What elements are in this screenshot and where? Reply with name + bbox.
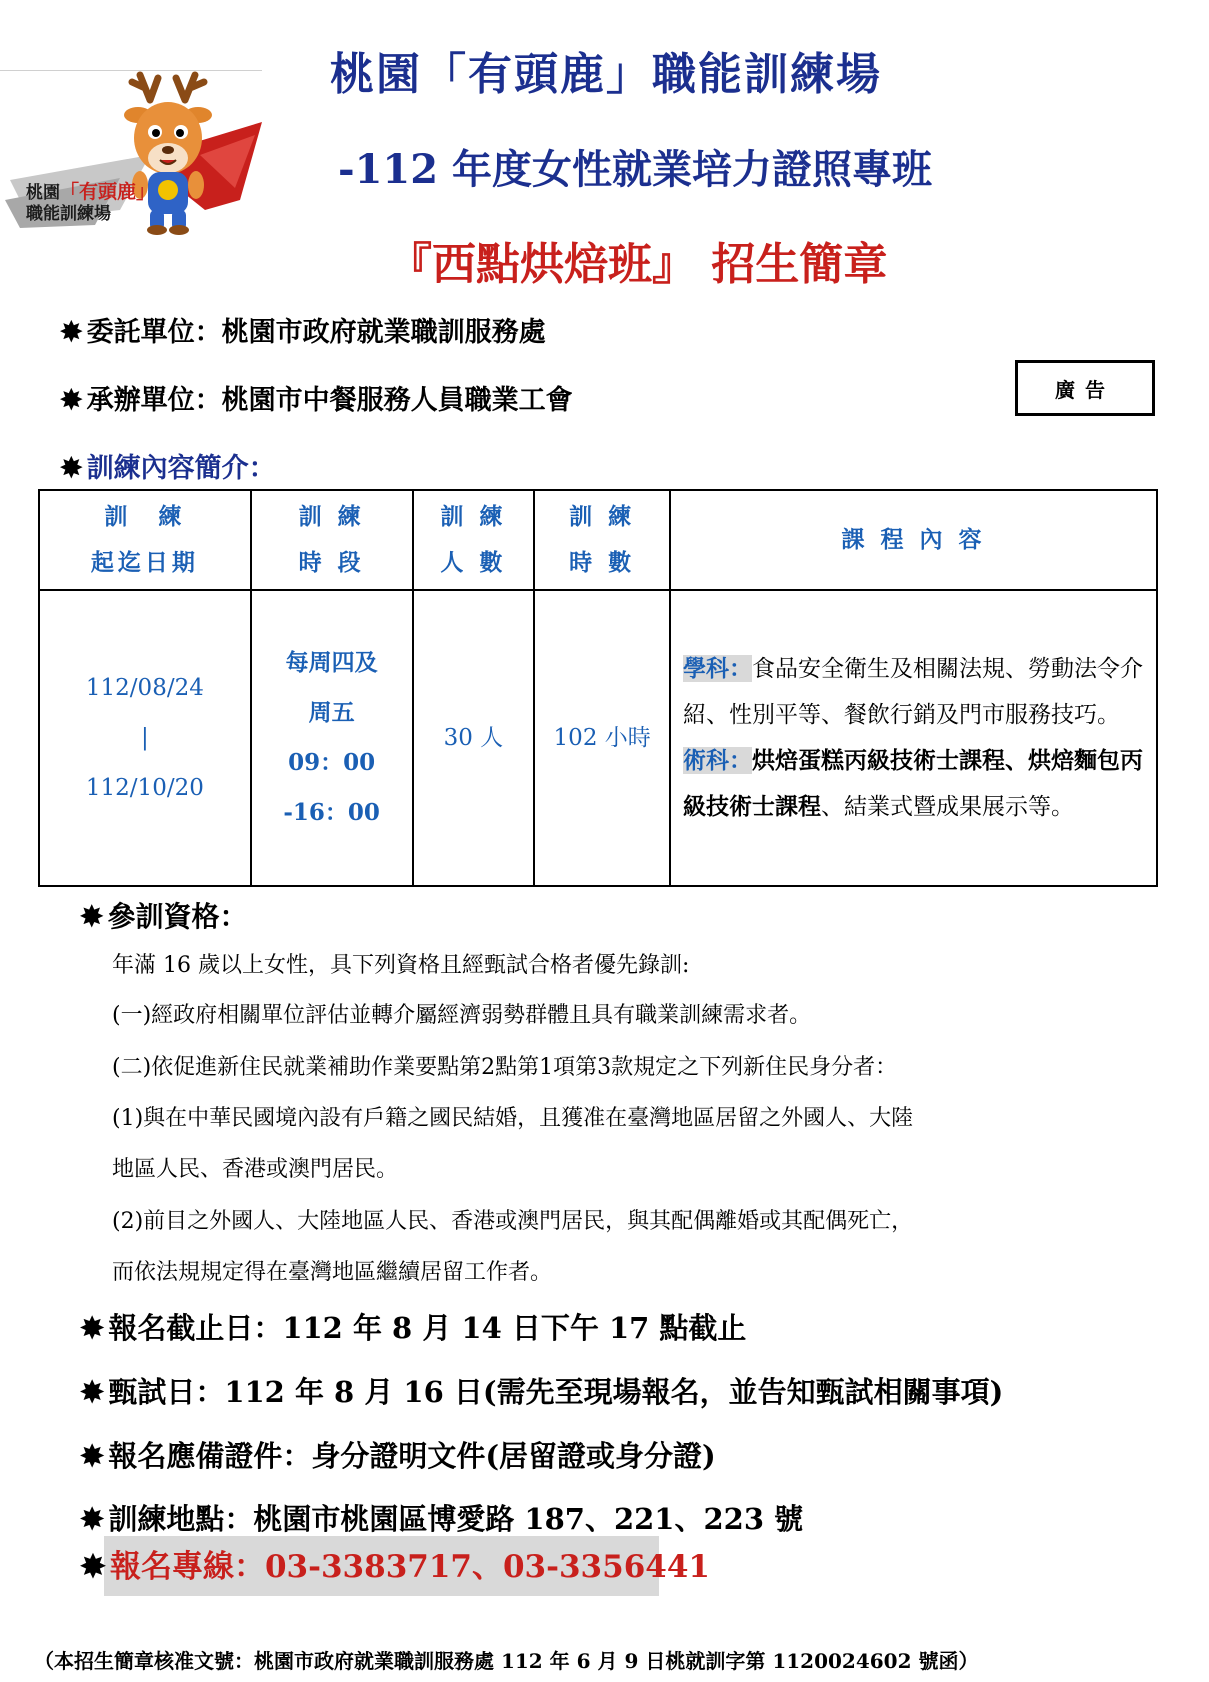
qualification-line: 地區人民、香港或澳門居民。 [112, 1157, 399, 1182]
theory-text: 食品安全衛生及相關法規、勞動法令介紹、性別平等、餐飲行銷及門市服務技巧。 [683, 656, 1144, 728]
header-content: 課 程 內 容 [670, 490, 1157, 590]
period-line4: -16：00 [283, 799, 380, 826]
header-period-line2: 時 段 [298, 549, 365, 576]
cell-period [251, 590, 413, 886]
star-bullet-icon: ✸ [80, 1549, 106, 1585]
class-name-heading: 『西點烘焙班』 招生簡章 [388, 239, 888, 290]
logo-text-highlight: 「有頭鹿」 [60, 181, 156, 203]
cell-people: 30 人 [413, 590, 535, 886]
header-period-line1: 訓 練 [298, 503, 365, 530]
qualifications-heading-text: 參訓資格： [107, 900, 248, 933]
page-title: 桃園「有頭鹿」職能訓練場 [330, 49, 882, 100]
period-line2: 周五 [308, 699, 355, 726]
star-bullet-icon: ✸ [80, 1311, 105, 1345]
header-hours-line2: 時 數 [569, 549, 636, 576]
training-center-logo [0, 60, 268, 235]
qualification-line: (一)經政府相關單位評估並轉介屬經濟弱勢群體且具有職業訓練需求者。 [112, 1003, 812, 1028]
practice-label: 術科： [683, 747, 753, 774]
star-bullet-icon: ✸ [80, 900, 104, 933]
organizer-text: 承辦單位：桃園市中餐服務人員職業工會 [86, 385, 573, 416]
table-row [39, 590, 1157, 886]
documents-text: 報名應備證件：身分證明文件(居留證或身分證) [108, 1439, 716, 1473]
exam-date-text: 甄試日：112 年 8 月 16 日(需先至現場報名，並告知甄試相關事項) [108, 1375, 1004, 1409]
exam-date-line [80, 1370, 1003, 1411]
header-period [251, 490, 413, 590]
star-bullet-icon: ✸ [80, 1502, 105, 1536]
logo-text-line2: 職能訓練場 [26, 204, 111, 224]
intro-heading-text: 訓練內容簡介： [86, 453, 276, 484]
qualification-line: 年滿 16 歲以上女性，具下列資格且經甄試合格者優先錄訓: [112, 953, 690, 978]
end-date: 112/10/20 [85, 775, 204, 801]
star-bullet-icon: ✸ [60, 317, 83, 348]
cell-dates [39, 590, 251, 886]
qualifications-heading [80, 895, 247, 935]
start-date: 112/08/24 [85, 675, 204, 701]
practice-rest-text: 、結業式暨成果展示等。 [821, 794, 1075, 820]
ad-label-box: 廣告 [1015, 360, 1155, 416]
organizer-line [60, 378, 573, 417]
practice-bold-text: 烘焙蛋糕丙級技術士課程、烘焙麵包丙級技術士課程 [683, 747, 1144, 820]
table-header-row [39, 490, 1157, 590]
star-bullet-icon: ✸ [60, 385, 83, 416]
hotline-line [80, 1541, 710, 1586]
header-people [413, 490, 535, 590]
location-text: 訓練地點：桃園市桃園區博愛路 187、221、223 號 [108, 1502, 804, 1536]
deadline-text: 報名截止日：112 年 8 月 14 日下午 17 點截止 [108, 1311, 747, 1345]
star-bullet-icon: ✸ [80, 1375, 105, 1409]
approval-note: （本招生簡章核准文號：桃園市政府就業職訓服務處 112 年 6 月 9 日桃就訓字第 1120024602 號函） [34, 1649, 979, 1673]
header-people-line1: 訓 練 [440, 503, 507, 530]
qualification-line: (2)前目之外國人、大陸地區人民、香港或澳門居民，與其配偶離婚或其配偶死亡， [112, 1209, 914, 1234]
header-dates [39, 490, 251, 590]
qualification-line: 而依法規規定得在臺灣地區繼續居留工作者。 [112, 1260, 553, 1285]
logo-text-prefix: 桃園 [26, 183, 60, 203]
star-bullet-icon: ✸ [60, 453, 83, 484]
documents-line [80, 1434, 716, 1475]
header-hours [534, 490, 670, 590]
location-line [80, 1497, 803, 1538]
qualification-line: (1)與在中華民國境內設有戶籍之國民結婚，且獲准在臺灣地區居留之外國人、大陸 [112, 1106, 914, 1131]
course-table [38, 489, 1158, 887]
period-line3: 09：00 [288, 749, 376, 776]
date-separator: | [141, 725, 149, 751]
sponsor-line [60, 310, 546, 349]
header-dates-line1: 訓 練 [104, 503, 186, 530]
header-people-line2: 人 數 [440, 549, 507, 576]
cell-hours: 102 小時 [534, 590, 670, 886]
header-hours-line1: 訓 練 [569, 503, 636, 530]
cell-content [670, 590, 1157, 886]
page-subtitle: -112 年度女性就業培力證照專班 [338, 146, 933, 193]
header-dates-line2: 起迄日期 [90, 549, 199, 576]
sponsor-text: 委託單位：桃園市政府就業職訓服務處 [86, 317, 546, 348]
intro-heading [60, 446, 276, 485]
period-line1: 每周四及 [285, 649, 378, 676]
qualification-line: (二)依促進新住民就業補助作業要點第2點第1項第3款規定之下列新住民身分者： [112, 1055, 898, 1080]
star-bullet-icon: ✸ [80, 1439, 105, 1473]
deadline-line [80, 1306, 746, 1347]
theory-label: 學科： [683, 655, 753, 682]
hotline-text: 報名專線：03-3383717、03-3356441 [109, 1549, 710, 1585]
logo-text [26, 182, 186, 225]
